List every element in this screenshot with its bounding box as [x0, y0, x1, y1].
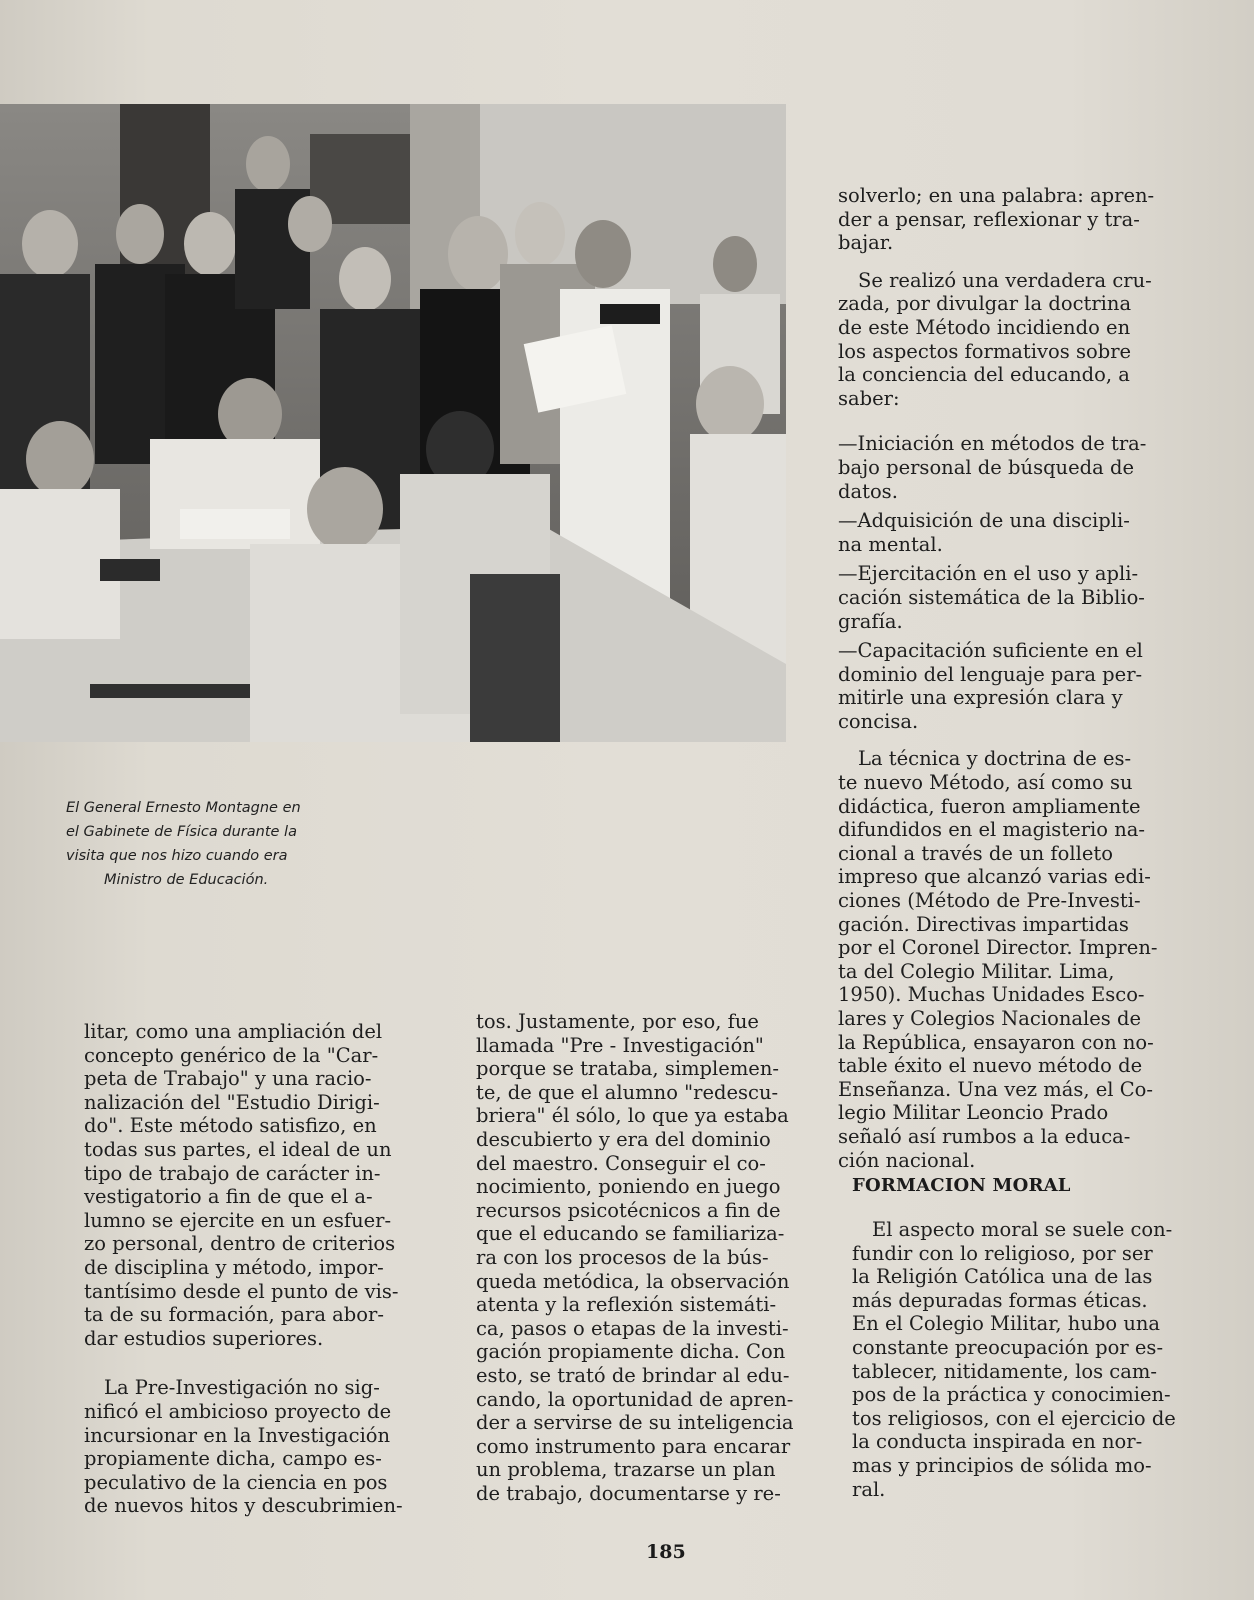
text-line: saber:: [838, 386, 900, 410]
text-line: de nuevos hitos y descubrimien-: [84, 1494, 403, 1518]
text-line: bajar.: [838, 231, 894, 255]
text-line: der a servirse de su inteligencia: [476, 1411, 794, 1435]
text-line: impreso que alcanzó varias edi-: [838, 865, 1151, 889]
text-line: tos. Justamente, por eso, fue: [476, 1010, 759, 1033]
text-line: Se realizó una verdadera cru-: [858, 268, 1152, 292]
text-line: legio Militar Leoncio Prado: [838, 1101, 1109, 1125]
text-line: por el Coronel Director. Impren-: [838, 936, 1158, 960]
right-column-bottom: [852, 1218, 1192, 1501]
text-line: la Religión Católica una de las: [852, 1265, 1153, 1289]
text-line: atenta y la reflexión sistemáti-: [476, 1293, 777, 1317]
text-line: bajo personal de búsqueda de: [838, 455, 1134, 479]
text-line: ra con los procesos de la bús-: [476, 1245, 769, 1269]
photo-image: [0, 104, 786, 742]
list-item: [838, 639, 1178, 733]
text-line: tos religiosos, con el ejercicio de: [852, 1406, 1176, 1430]
text-line: briera" él sólo, lo que ya estaba: [476, 1104, 789, 1128]
left-column: [84, 1020, 454, 1518]
list-item: [838, 562, 1178, 633]
list-item: [838, 432, 1178, 503]
text-line: gación. Directivas impartidas: [838, 912, 1129, 936]
paragraph: [84, 1020, 454, 1350]
text-line: constante preocupación por es-: [852, 1335, 1164, 1359]
text-line: tablecer, nitidamente, los cam-: [852, 1359, 1157, 1383]
text-line: El aspecto moral se suele con-: [872, 1218, 1173, 1241]
text-line: datos.: [838, 479, 898, 503]
text-line: En el Colegio Militar, hubo una: [852, 1312, 1161, 1336]
text-line: descubierto y era del dominio: [476, 1127, 771, 1151]
text-line: lares y Colegios Nacionales de: [838, 1007, 1142, 1030]
text-line: más depuradas formas éticas.: [852, 1288, 1148, 1312]
caption-line: El General Ernesto Montagne en: [66, 800, 301, 816]
text-line: la conducta inspirada en nor-: [852, 1430, 1143, 1454]
text-line: dominio del lenguaje para per-: [838, 662, 1143, 686]
text-line: na mental.: [838, 532, 943, 556]
text-line: table éxito el nuevo método de: [838, 1054, 1143, 1078]
text-line: concisa.: [838, 709, 919, 733]
text-line: de disciplina y método, impor-: [84, 1255, 384, 1279]
text-line: propiamente dicha, campo es-: [84, 1447, 382, 1471]
text-line: como instrumento para encarar: [476, 1434, 791, 1458]
caption-line: visita que nos hizo cuando era: [66, 848, 288, 864]
text-line: do". Este método satisfizo, en: [84, 1114, 377, 1138]
caption-line: el Gabinete de Física durante la: [66, 824, 297, 840]
page-number: 185: [646, 1541, 686, 1563]
text-line: mitirle una expresión clara y: [838, 686, 1123, 710]
paragraph: [838, 269, 1178, 411]
text-line: pos de la práctica y conocimien-: [852, 1383, 1171, 1407]
text-line: ciones (Método de Pre-Investi-: [838, 889, 1141, 913]
paragraph: [838, 184, 1178, 255]
text-line: nalización del "Estudio Dirigi-: [84, 1090, 380, 1114]
text-line: que el educando se familiariza-: [476, 1222, 785, 1246]
text-line: ta del Colegio Militar. Lima,: [838, 959, 1115, 983]
text-line: nificó el ambicioso proyecto de: [84, 1399, 392, 1423]
text-line: fundir con lo religioso, por ser: [852, 1241, 1153, 1265]
list-item: [838, 509, 1178, 556]
photo-caption: [66, 796, 366, 892]
text-line: tantísimo desde el punto de vis-: [84, 1279, 399, 1303]
text-line: ral.: [852, 1477, 886, 1501]
text-line: la conciencia del educando, a: [838, 363, 1130, 387]
text-line: mas y principios de sólida mo-: [852, 1453, 1152, 1477]
text-line: te, de que el alumno "redescu-: [476, 1080, 779, 1104]
text-line: zo personal, dentro de criterios: [84, 1232, 396, 1256]
paragraph: [852, 1218, 1192, 1501]
section-heading: FORMACION MORAL: [852, 1175, 1071, 1196]
text-line: cación sistemática de la Biblio-: [838, 585, 1145, 609]
text-line: del maestro. Conseguir el co-: [476, 1151, 766, 1175]
text-line: peta de Trabajo" y una racio-: [84, 1067, 372, 1091]
text-line: vestigatorio a fin de que el a-: [84, 1185, 373, 1209]
text-line: nocimiento, poniendo en juego: [476, 1175, 781, 1199]
text-line: —Adquisición de una discipli-: [838, 509, 1130, 533]
text-line: ción nacional.: [838, 1148, 976, 1172]
paragraph: [476, 1010, 826, 1505]
text-line: peculativo de la ciencia en pos: [84, 1470, 388, 1494]
text-line: dar estudios superiores.: [84, 1326, 324, 1350]
text-line: grafía.: [838, 609, 903, 633]
middle-column: [476, 1010, 826, 1505]
text-line: lumno se ejercite en un esfuer-: [84, 1208, 392, 1232]
text-line: solverlo; en una palabra: apren-: [838, 184, 1155, 207]
text-line: llamada "Pre - Investigación": [476, 1033, 764, 1057]
text-line: señaló así rumbos a la educa-: [838, 1124, 1131, 1148]
text-line: incursionar en la Investigación: [84, 1423, 391, 1447]
text-line: cando, la oportunidad de apren-: [476, 1387, 794, 1411]
text-line: difundidos en el magisterio na-: [838, 818, 1145, 842]
text-line: Enseñanza. Una vez más, el Co-: [838, 1077, 1153, 1101]
text-line: zada, por divulgar la doctrina: [838, 292, 1132, 316]
text-line: didáctica, fueron ampliamente: [838, 794, 1141, 818]
paragraph: [84, 1376, 454, 1518]
text-line: la República, ensayaron con no-: [838, 1030, 1154, 1054]
text-line: cional a través de un folleto: [838, 841, 1113, 865]
text-line: ca, pasos o etapas de la investi-: [476, 1316, 789, 1340]
text-line: concepto genérico de la "Car-: [84, 1043, 379, 1067]
text-line: tipo de trabajo de carácter in-: [84, 1161, 381, 1185]
right-column: [838, 184, 1178, 1172]
text-line: —Capacitación suficiente en el: [838, 639, 1143, 663]
text-line: La técnica y doctrina de es-: [858, 747, 1132, 771]
text-line: La Pre-Investigación no sig-: [104, 1376, 380, 1400]
text-line: —Ejercitación en el uso y apli-: [838, 562, 1139, 586]
text-line: der a pensar, reflexionar y tra-: [838, 207, 1140, 231]
text-line: todas sus partes, el ideal de un: [84, 1137, 392, 1161]
text-line: —Iniciación en métodos de tra-: [838, 432, 1147, 456]
text-line: ta de su formación, para abor-: [84, 1303, 384, 1327]
text-line: de trabajo, documentarse y re-: [476, 1481, 781, 1505]
caption-line: Ministro de Educación.: [104, 872, 269, 888]
text-line: queda metódica, la observación: [476, 1269, 790, 1293]
text-line: litar, como una ampliación del: [84, 1020, 383, 1043]
text-line: esto, se trató de brindar al edu-: [476, 1363, 790, 1387]
paragraph: [838, 747, 1178, 1172]
text-line: un problema, trazarse un plan: [476, 1458, 776, 1482]
text-line: 1950). Muchas Unidades Esco-: [838, 983, 1145, 1007]
text-line: de este Método incidiendo en: [838, 315, 1131, 339]
photo-scene: [0, 104, 786, 742]
text-line: te nuevo Método, así como su: [838, 771, 1133, 795]
text-line: los aspectos formativos sobre: [838, 339, 1132, 363]
text-line: gación propiamente dicha. Con: [476, 1340, 786, 1364]
text-line: porque se trataba, simplemen-: [476, 1057, 779, 1081]
text-line: recursos psicotécnicos a fin de: [476, 1198, 781, 1222]
